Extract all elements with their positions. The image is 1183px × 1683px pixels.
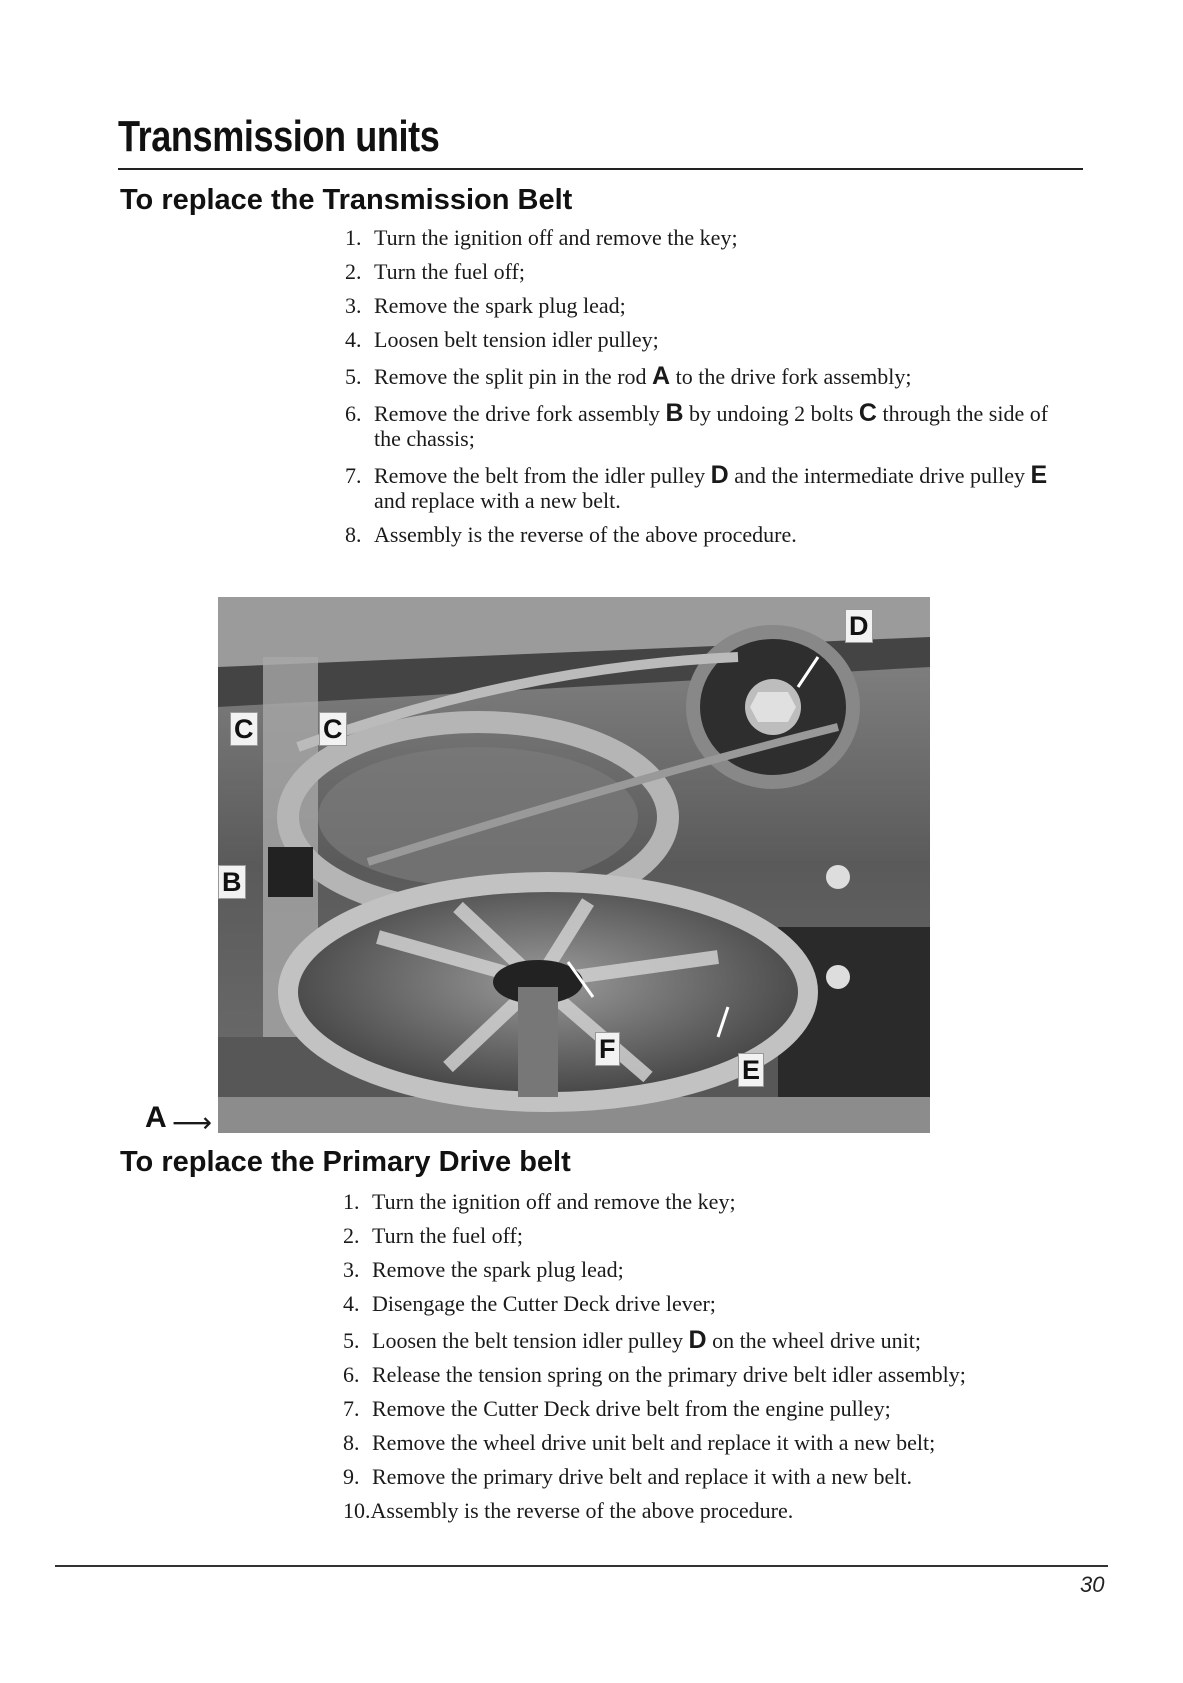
list-item: 9. Remove the primary drive belt and replace it with a new belt.	[343, 1464, 913, 1489]
photo-label-e: E	[738, 1053, 764, 1087]
list-item: 5. Loosen the belt tension idler pulley D on the wheel drive unit;	[343, 1326, 922, 1354]
list-item: 6. Release the tension spring on the primary drive belt idler assembly;	[343, 1362, 966, 1387]
photo-label-d: D	[845, 609, 873, 643]
list-item: 7. Remove the belt from the idler pulley D and the intermediate drive pulley E and replace with a new belt.	[345, 461, 1048, 513]
title-rule	[118, 168, 1083, 170]
list-item: 4. Loosen belt tension idler pulley;	[345, 327, 659, 352]
photo-label-f: F	[595, 1032, 620, 1066]
list-item: 2. Turn the fuel off;	[345, 259, 525, 284]
photo-label-c-right: C	[319, 712, 347, 746]
list-item: 10.Assembly is the reverse of the above procedure.	[343, 1498, 794, 1523]
primary-drive-belt-steps	[343, 1189, 1073, 1532]
list-item: 3. Remove the spark plug lead;	[343, 1257, 624, 1282]
transmission-photo	[218, 597, 930, 1133]
list-item: 6. Remove the drive fork assembly B by undoing 2 bolts C through the side of the chassis;	[345, 399, 1049, 451]
list-item: 4. Disengage the Cutter Deck drive lever;	[343, 1291, 716, 1316]
photo-label-b: B	[218, 865, 246, 899]
list-item: 3. Remove the spark plug lead;	[345, 293, 626, 318]
pulley-illustration	[218, 597, 930, 1133]
list-item: 5. Remove the split pin in the rod A to the drive fork assembly;	[345, 362, 912, 390]
transmission-belt-steps	[345, 225, 1065, 556]
section-heading-transmission-belt: To replace the Transmission Belt	[120, 184, 573, 216]
arrow-right-icon: ⟶	[172, 1106, 213, 1139]
page-title: Transmission units	[118, 112, 440, 161]
footer-rule	[55, 1565, 1108, 1567]
list-item: 2. Turn the fuel off;	[343, 1223, 523, 1248]
list-item: 1. Turn the ignition off and remove the key;	[343, 1189, 736, 1214]
photo-label-a: A	[145, 1101, 167, 1134]
list-item: 1. Turn the ignition off and remove the key;	[345, 225, 738, 250]
section-heading-primary-drive-belt: To replace the Primary Drive belt	[120, 1146, 571, 1178]
list-item: 8. Remove the wheel drive unit belt and replace it with a new belt;	[343, 1430, 936, 1455]
photo-label-c-left: C	[230, 712, 258, 746]
list-item: 8. Assembly is the reverse of the above procedure.	[345, 522, 797, 547]
page-number: 30	[1080, 1572, 1105, 1597]
list-item: 7. Remove the Cutter Deck drive belt from the engine pulley;	[343, 1396, 891, 1421]
